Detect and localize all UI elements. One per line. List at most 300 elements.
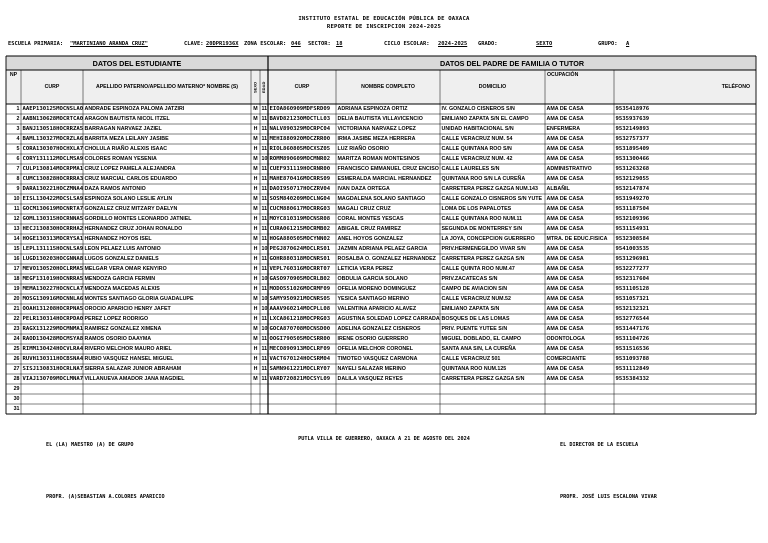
- student-sex: M: [253, 196, 258, 202]
- parent-name: IRMA JASIBE MEZA HERRERA: [337, 136, 416, 142]
- parent-occupation: AMA DE CASA: [546, 206, 584, 212]
- student-curp: BAML130327MOCRZLA6: [22, 136, 84, 142]
- parent-phone: 9532317604: [615, 276, 650, 282]
- student-sex: H: [253, 226, 258, 232]
- parent-phone: 9531104726: [615, 336, 650, 342]
- parent-address: QUINTANA ROO NUM.125: [441, 366, 507, 372]
- parent-curp: MAHE870416MOCRRS09: [269, 176, 331, 182]
- student-curp: GOCM130619MOCNRTA7: [22, 206, 84, 212]
- section-parents-title: DATOS DEL PADRE DE FAMILIA O TUTOR: [439, 58, 585, 68]
- parent-occupation: COMERCIANTE: [546, 356, 586, 362]
- parent-curp: EIOA860909MDFSRD09: [269, 106, 331, 112]
- parent-curp: LXCA861218MOCPRG03: [269, 316, 331, 322]
- cycle-value: 2024-2025: [438, 41, 468, 47]
- student-curp: LUGD130203HOCGNNA8: [22, 256, 84, 262]
- student-sex: H: [253, 246, 258, 252]
- parent-curp: CURA061215MOCRMB02: [269, 226, 331, 232]
- student-sex: H: [253, 176, 258, 182]
- parent-curp: AAAV960214MOCPLL08: [269, 306, 331, 312]
- parent-name: CORAL MONTES YESCAS: [337, 216, 404, 222]
- parent-curp: MOYC810319MOCNSR08: [269, 216, 331, 222]
- parent-address: PRIV. PUENTE YUTEE S/N: [441, 326, 508, 332]
- parent-address: SANTA ANA S/N, LA CUREÑA: [441, 346, 516, 352]
- parent-address: SEGUNDA DE MONTERREY S/N: [441, 226, 523, 232]
- parent-occupation: AMA DE CASA: [546, 276, 584, 282]
- parent-name: ANEL HOYOS GONZALEZ: [337, 236, 404, 242]
- col-np: NP: [9, 72, 18, 78]
- parent-address: MIGUEL DOBLADO, EL CAMPO: [441, 336, 522, 342]
- student-age: 11: [261, 116, 268, 122]
- student-curp: CUMC130828HOCRRRA3: [22, 176, 84, 182]
- row-number: 22: [13, 316, 20, 322]
- parent-name: AGUSTINA SOLEDAD LOPEZ CARRADA: [337, 316, 440, 322]
- student-sex: H: [253, 216, 258, 222]
- student-curp: AAEP130125MOCNSLA0: [22, 106, 84, 112]
- student-name: RAMIREZ GONZALEZ XIMENA: [84, 326, 162, 332]
- parent-occupation: ENFERMERA: [546, 126, 581, 132]
- parent-curp: CUCM880617MOCRRG03: [269, 206, 331, 212]
- student-age: 10: [261, 326, 268, 332]
- student-curp: RIMM130424HOCVLRA4: [22, 346, 84, 352]
- parent-address: CALLE LAURELES S/N: [441, 166, 500, 172]
- parent-phone: 9531154931: [615, 226, 650, 232]
- student-name: HERNANDEZ HOYOS ISEL: [84, 236, 152, 242]
- institute-title: INSTITUTO ESTATAL DE EDUCACIÓN PÚBLICA DE OAXACA: [298, 16, 470, 22]
- student-name: PEREZ LOPEZ RODRIGO: [84, 316, 149, 322]
- parent-address: IV. GONZALO CISNEROS S/N: [441, 106, 515, 112]
- col-parent-name: NOMBRE COMPLETO: [361, 84, 415, 90]
- student-sex: M: [253, 236, 258, 242]
- student-name: MENDOZA GARCIA FERMIN: [84, 276, 156, 282]
- student-age: 11: [261, 366, 268, 372]
- student-sex: M: [253, 336, 258, 342]
- student-name: GONZALEZ CRUZ MITZARY DAELYN: [84, 206, 178, 212]
- parent-name: MAGALI CRUZ CRUZ: [337, 206, 391, 212]
- student-sex: M: [253, 296, 258, 302]
- parent-name: LUZ RIAÑO OSORIO: [337, 146, 389, 152]
- parent-address: CALLE QUINTA ROO NUM.47: [441, 266, 515, 272]
- student-name: MENDOZA MACEDAS ALEXIS: [84, 286, 160, 292]
- student-age: 11: [261, 336, 268, 342]
- parent-name: YESICA SANTIAGO MERINO: [337, 296, 410, 302]
- parent-curp: GOHR880318MOCNRS01: [269, 256, 331, 262]
- parent-phone: 9531895409: [615, 146, 650, 152]
- student-name: RUBIO VASQUEZ HANSEL MIGUEL: [84, 356, 174, 362]
- parent-curp: HOGA880505MOCYNN02: [269, 236, 331, 242]
- student-name: CRUZ LOPEZ PAMELA ALEJANDRA: [84, 166, 176, 172]
- parent-phone: 9531057321: [615, 296, 650, 302]
- row-number: 21: [13, 306, 20, 312]
- student-name: GORDILLO MONTES LEONARDO JATNIEL: [84, 216, 192, 222]
- student-curp: MEMA130227HOCNCLA7: [22, 286, 84, 292]
- parent-name: OFELIA MELCHOR CORONEL: [337, 346, 413, 352]
- parent-name: ADRIANA ESPINOZA ORTIZ: [337, 106, 408, 112]
- parent-phone: 9531447176: [615, 326, 650, 332]
- student-age: 10: [261, 276, 268, 282]
- parent-address: BOSQUES DE LAS LOMAS: [441, 316, 510, 322]
- row-number: 31: [13, 406, 20, 412]
- parent-occupation: AMA DE CASA: [546, 326, 584, 332]
- parent-occupation: AMA DE CASA: [546, 376, 584, 382]
- cct-value: 20DPR1936X: [206, 41, 239, 47]
- student-age: 11: [261, 166, 268, 172]
- student-name: BARRAGAN NARVAEZ JAZIEL: [84, 126, 162, 132]
- col-phone: TELÉFONO: [721, 84, 750, 90]
- student-name: ARAGON BAUTISTA NICOL ITZEL: [84, 116, 170, 122]
- student-sex: H: [253, 366, 258, 372]
- student-curp: OOAH131208HOCRPNA5: [22, 306, 84, 312]
- student-age: 11: [261, 376, 268, 382]
- cycle-label: CICLO ESCOLAR:: [384, 41, 430, 47]
- student-name: COLORES ROMAN YESENIA: [84, 156, 157, 162]
- row-number: 7: [16, 166, 20, 172]
- parent-occupation: AMA DE CASA: [546, 266, 584, 272]
- student-curp: DARA130221HOCZMNA4: [22, 186, 84, 192]
- parent-phone: 9531516536: [615, 346, 650, 352]
- parent-curp: VACT670124HOCSRM04: [269, 356, 331, 362]
- student-sex: H: [253, 186, 258, 192]
- row-number: 5: [16, 146, 20, 152]
- row-number: 1: [16, 106, 20, 112]
- parent-occupation: AMA DE CASA: [546, 246, 584, 252]
- parent-occupation: ALBAÑIL: [546, 186, 570, 192]
- row-number: 25: [13, 346, 20, 352]
- student-curp: SISJ130831HOCRLNA7: [22, 366, 84, 372]
- student-age: 11: [261, 136, 268, 142]
- parent-occupation: AMA DE CASA: [546, 116, 584, 122]
- student-age: 11: [261, 356, 268, 362]
- student-curp: RUVH130311HOCBSNA4: [22, 356, 84, 362]
- parent-address: CALLE VERACRUZ NUM.52: [441, 296, 511, 302]
- parent-occupation: AMA DE CASA: [546, 346, 584, 352]
- parent-name: MAGDALENA SOLANO SANTIAGO: [337, 196, 426, 202]
- school-label: ESCUELA PRIMARIA:: [8, 41, 64, 47]
- row-number: 10: [13, 196, 20, 202]
- parent-phone: 9535384332: [615, 376, 650, 382]
- row-number: 8: [16, 176, 20, 182]
- student-age: 10: [261, 156, 268, 162]
- row-number: 29: [13, 386, 20, 392]
- parent-curp: SOSM840209MOCLNG04: [269, 196, 331, 202]
- student-age: 10: [261, 296, 268, 302]
- parent-name: DALILA VASQUEZ REYES: [337, 376, 403, 382]
- student-sex: H: [253, 356, 258, 362]
- parent-curp: BAVD821230MOCTLL03: [269, 116, 331, 122]
- student-name: LUGOS GONZALEZ DANIELS: [84, 256, 159, 262]
- parent-curp: DAOI950717HOCZRV04: [269, 186, 331, 192]
- student-curp: MEGF131019HOCNRRA5: [22, 276, 84, 282]
- student-curp: CORA130307HOCHXLA7: [22, 146, 84, 152]
- col-occupation: OCUPACIÓN: [547, 72, 579, 78]
- parent-occupation: MTRA. DE EDUC.FISICA: [546, 236, 608, 242]
- parent-phone: 9532109396: [615, 216, 650, 222]
- student-age: 10: [261, 246, 268, 252]
- parent-phone: 9531093788: [615, 356, 650, 362]
- parent-name: TIMOTEO VASQUEZ CARMONA: [337, 356, 418, 362]
- director-title: EL DIRECTOR DE LA ESCUELA: [560, 442, 639, 448]
- parent-curp: ROMM890609MOCMNR02: [269, 156, 331, 162]
- col-sex: SEXO: [252, 81, 258, 93]
- student-sex: H: [253, 306, 258, 312]
- parent-occupation: AMA DE CASA: [546, 366, 584, 372]
- student-curp: LEPL131115HOCNLSA9: [22, 246, 84, 252]
- row-number: 12: [13, 216, 20, 222]
- student-sex: M: [253, 156, 258, 162]
- zona-value: 046: [291, 41, 301, 47]
- parent-phone: 9532757377: [615, 136, 650, 142]
- student-sex: M: [253, 376, 258, 382]
- parent-name: VICTORIANA NARVAEZ LOPEZ: [337, 126, 416, 132]
- student-name: SIERRA SALAZAR JUNIOR ABRAHAM: [84, 366, 182, 372]
- parent-occupation: ODONTOLOGA: [546, 336, 585, 342]
- parent-phone: 9531949270: [615, 196, 650, 202]
- section-students-title: DATOS DEL ESTUDIANTE: [92, 58, 182, 68]
- teacher-title: EL (LA) MAESTRO (A) DE GRUPO: [46, 442, 134, 448]
- sector-label: SECTOR:: [308, 41, 331, 47]
- parent-curp: SAMY950921MOCNRS05: [269, 296, 331, 302]
- student-age: 11: [261, 206, 268, 212]
- row-number: 27: [13, 366, 20, 372]
- student-age: 11: [261, 106, 268, 112]
- row-number: 3: [16, 126, 20, 132]
- student-curp: AABN130628MOCRTCA0: [22, 116, 84, 122]
- parent-address: CALLE VERACRUZ NUM. 42: [441, 156, 513, 162]
- student-name: HERNANDEZ CRUZ JOHAN RONALDO: [84, 226, 183, 232]
- row-number: 19: [13, 286, 20, 292]
- parent-name: VALENTINA APARICIO ALAVEZ: [337, 306, 417, 312]
- student-curp: HOGE130313MOCRYSA1: [22, 236, 84, 242]
- row-number: 26: [13, 356, 20, 362]
- col-parent-curp: CURP: [294, 84, 310, 90]
- grado-value: SEXTO: [536, 41, 553, 47]
- col-address: DOMICILIO: [478, 84, 507, 90]
- row-number: 20: [13, 296, 20, 302]
- student-sex: H: [253, 276, 258, 282]
- cct-label: CLAVE:: [184, 41, 204, 47]
- parent-phone: 9532776544: [615, 316, 650, 322]
- parent-address: CALLE VERACRUZ 501: [441, 356, 501, 362]
- parent-occupation: ADMINISTRATIVO: [546, 166, 592, 172]
- student-curp: GOML130315HOCRNNA5: [22, 216, 84, 222]
- student-sex: H: [253, 286, 258, 292]
- parent-occupation: AMA DE CASA: [546, 306, 584, 312]
- parent-address: PRIV.HERMENEGILDO VIVAR S/N: [441, 246, 526, 252]
- row-number: 17: [13, 266, 20, 272]
- parent-address: UNIDAD HABITACIONAL S/N: [441, 126, 514, 132]
- director-name: PROFR. JOSÉ LUIS ESCALONA VIVAR: [560, 494, 657, 500]
- student-sex: M: [253, 326, 258, 332]
- row-number: 4: [16, 136, 20, 142]
- student-name: RAMOS OSORIO DAAYMA: [84, 336, 152, 342]
- parent-phone: 9535937639: [615, 116, 650, 122]
- parent-name: MARITZA ROMAN MONTESINOS: [337, 156, 420, 162]
- parent-curp: PEGJ870624MOCLRS01: [269, 246, 331, 252]
- grupo-label: GRUPO:: [598, 41, 618, 47]
- student-sex: H: [253, 126, 258, 132]
- parent-address: CALLE VERACRUZ NUM. 54: [441, 136, 513, 142]
- parent-phone: 9531300466: [615, 156, 650, 162]
- parent-address: CAMPO DE AVIACION S/N: [441, 286, 508, 292]
- student-name: DAZA RAMOS ANTONIO: [84, 186, 146, 192]
- parent-curp: RIOL860805MOCXSZ05: [269, 146, 331, 152]
- student-sex: M: [253, 206, 258, 212]
- student-sex: M: [253, 166, 258, 172]
- grupo-value: A: [626, 41, 630, 47]
- student-age: 11: [261, 346, 268, 352]
- parent-phone: 9532132321: [615, 306, 650, 312]
- row-number: 30: [13, 396, 20, 402]
- student-age: 11: [261, 286, 268, 292]
- student-name: CRUZ MARCIAL CARLOS EDUARDO: [84, 176, 178, 182]
- parent-phone: 9531105128: [615, 286, 650, 292]
- row-number: 15: [13, 246, 20, 252]
- teacher-name: PROFR. (A)SEBASTIAN A.COLORES APARICIO: [46, 494, 165, 500]
- student-age: 11: [261, 126, 268, 132]
- parent-curp: OOGI790505MOCSRR00: [269, 336, 331, 342]
- grado-label: GRADO:: [478, 41, 498, 47]
- student-age: 11: [261, 186, 268, 192]
- parent-curp: CUEF931119HOCRNR00: [269, 166, 331, 172]
- parent-name: OFELIA MORENO DOMINGUEZ: [337, 286, 416, 292]
- student-name: CHOLULA RIAÑO ALEXIS ISAAC: [84, 146, 168, 152]
- row-number: 18: [13, 276, 20, 282]
- report-title: REPORTE DE INSCRIPCION 2024-2025: [326, 24, 442, 30]
- row-number: 24: [13, 336, 20, 342]
- parent-name: IRENE OSORIO GUERRERO: [337, 336, 409, 342]
- parent-address: CALLE QUINTANA ROO NUM.11: [441, 216, 523, 222]
- parent-name: FRANCISCO EMMANUEL CRUZ ENCISO: [337, 166, 439, 172]
- student-age: 11: [261, 256, 268, 262]
- col-student-curp: CURP: [44, 84, 60, 90]
- row-number: 14: [13, 236, 20, 242]
- parent-address: EMILIANO ZAPATA S/N EL CAMPO: [441, 116, 529, 122]
- sector-value: 18: [336, 41, 343, 47]
- parent-name: JAZMIN ADRIANA PELAEZ GARCIA: [337, 246, 428, 252]
- parent-address: QUINTANA ROO S/N LA CUREÑA: [441, 176, 526, 182]
- parent-curp: VEPL760316MOCRRT07: [269, 266, 331, 272]
- parent-curp: GOCA870708MOCNSD00: [269, 326, 331, 332]
- parent-curp: NALV890329MOCRPC04: [269, 126, 331, 132]
- student-curp: RAGX131229MOCMNMA1: [22, 326, 84, 332]
- parent-occupation: AMA DE CASA: [546, 156, 584, 162]
- parent-occupation: AMA DE CASA: [546, 256, 584, 262]
- parent-curp: MECO890913MOCLRF09: [269, 346, 331, 352]
- student-age: 11: [261, 226, 268, 232]
- parent-occupation: AMA DE CASA: [546, 136, 584, 142]
- parent-curp: VARD720821MOCSYL09: [269, 376, 331, 382]
- student-curp: HECJ130830HOCRRHA2: [22, 226, 84, 232]
- student-age: 11: [261, 146, 268, 152]
- student-sex: M: [253, 106, 258, 112]
- parent-phone: 9531296981: [615, 256, 650, 262]
- parent-address: CALLE GONZALO CISNEROS S/N YUTE: [441, 196, 543, 202]
- row-number: 23: [13, 326, 20, 332]
- parent-name: IVAN DAZA ORTEGA: [337, 186, 390, 192]
- parent-name: LETICIA VERA PEREZ: [337, 266, 394, 272]
- parent-occupation: AMA DE CASA: [546, 316, 584, 322]
- parent-phone: 9532147874: [615, 186, 650, 192]
- student-curp: MOSG130916MOCNNLA6: [22, 296, 84, 302]
- row-number: 28: [13, 376, 20, 382]
- student-sex: H: [253, 266, 258, 272]
- parent-name: ROSALBA O. GONZALEZ HERNANDEZ: [337, 256, 436, 262]
- parent-address: CARRETERA PEREZ GAZGA NUM.143: [441, 186, 538, 192]
- parent-address: CARRETERA PEREZ GAZGA S/N: [441, 376, 525, 382]
- parent-name: OBDULIA GARCIA SOLANO: [337, 276, 408, 282]
- parent-address: EMILIANO ZAPATA S/N: [441, 306, 500, 312]
- parent-curp: MODO551026MOCRMF09: [269, 286, 331, 292]
- place-date: PUTLA VILLA DE GUERRERO, OAXACA A 21 DE AGOSTO DEL 2024: [298, 436, 470, 442]
- parent-phone: 9531187504: [615, 206, 650, 212]
- student-age: 11: [261, 196, 268, 202]
- parent-name: ADELINA GONZALEZ CISNEROS: [337, 326, 421, 332]
- parent-curp: GASO970905MOCRLB02: [269, 276, 331, 282]
- parent-name: DELIA BAUTISTA VILLAVICENCIO: [337, 116, 423, 122]
- student-sex: M: [253, 116, 258, 122]
- parent-address: CARRETERA PEREZ GAZGA S/N: [441, 256, 525, 262]
- student-age: 11: [261, 266, 268, 272]
- col-student-name: APELLIDO PATERNO/APELLIDO MATERNO* NOMBRE (S): [95, 84, 239, 90]
- student-name: MONTES SANTIAGO GLORIA GUADALUPE: [84, 296, 194, 302]
- parent-phone: 9535418976: [615, 106, 650, 112]
- parent-address: CALLE QUINTANA ROO S/N: [441, 146, 512, 152]
- parent-occupation: AMA DE CASA: [546, 146, 584, 152]
- row-number: 13: [13, 226, 20, 232]
- zona-label: ZONA ESCOLAR:: [244, 41, 287, 47]
- student-curp: PELR130314HOCRPDA0: [22, 316, 84, 322]
- parent-phone: 9531263268: [615, 166, 650, 172]
- student-sex: H: [253, 146, 258, 152]
- student-curp: MEVO130520HOCLRMA5: [22, 266, 84, 272]
- parent-phone: 9532149893: [615, 126, 650, 132]
- parent-occupation: AMA DE CASA: [546, 216, 584, 222]
- student-sex: H: [253, 346, 258, 352]
- student-curp: VIAJ130709MOCLMNA7: [22, 376, 84, 382]
- student-name: MELGAR VERA OMAR KENYIRO: [84, 266, 167, 272]
- student-age: 11: [261, 176, 268, 182]
- student-name: LEON PELAEZ LUIS ANTONIO: [84, 246, 161, 252]
- parent-occupation: AMA DE CASA: [546, 176, 584, 182]
- student-name: ESPINOZA SOLANO LESLIE AYLIN: [84, 196, 173, 202]
- student-age: 10: [261, 306, 268, 312]
- parent-phone: 9532277277: [615, 266, 650, 272]
- parent-occupation: AMA DE CASA: [546, 286, 584, 292]
- student-sex: M: [253, 136, 258, 142]
- parent-occupation: AMA DE CASA: [546, 196, 584, 202]
- student-age: 11: [261, 316, 268, 322]
- student-curp: BANJ130518HOCRRZA5: [22, 126, 84, 132]
- student-name: ANDRADE ESPINOZA PALOMA JATZIRI: [84, 106, 185, 112]
- student-curp: CORY131112MOCLMSA9: [22, 156, 84, 162]
- school-name: "MARTINIANO ARANDA CRUZ": [70, 41, 148, 47]
- parent-address: PRIV.ZACATECAS S/N: [441, 276, 498, 282]
- student-sex: H: [253, 256, 258, 262]
- student-name: RIVERO MELCHOR MAURO ARIEL: [84, 346, 172, 352]
- student-age: 11: [261, 216, 268, 222]
- parent-name: ESMERALDA MARCIAL HERNANDEZ: [337, 176, 432, 182]
- parent-phone: 9532308584: [615, 236, 650, 242]
- parent-occupation: AMA DE CASA: [546, 106, 584, 112]
- parent-address: LA JOYA, CONCEPCION GUERRERO: [441, 236, 535, 242]
- row-number: 9: [16, 186, 20, 192]
- parent-occupation: AMA DE CASA: [546, 296, 584, 302]
- row-number: 6: [16, 156, 20, 162]
- row-number: 2: [16, 116, 20, 122]
- row-number: 11: [13, 206, 20, 212]
- student-name: VILLANUEVA AMADOR JANA MAGDIEL: [84, 376, 185, 382]
- student-curp: EISL130422MOCSLSA9: [22, 196, 84, 202]
- parent-curp: MEHI880920MOCZRR00: [269, 136, 331, 142]
